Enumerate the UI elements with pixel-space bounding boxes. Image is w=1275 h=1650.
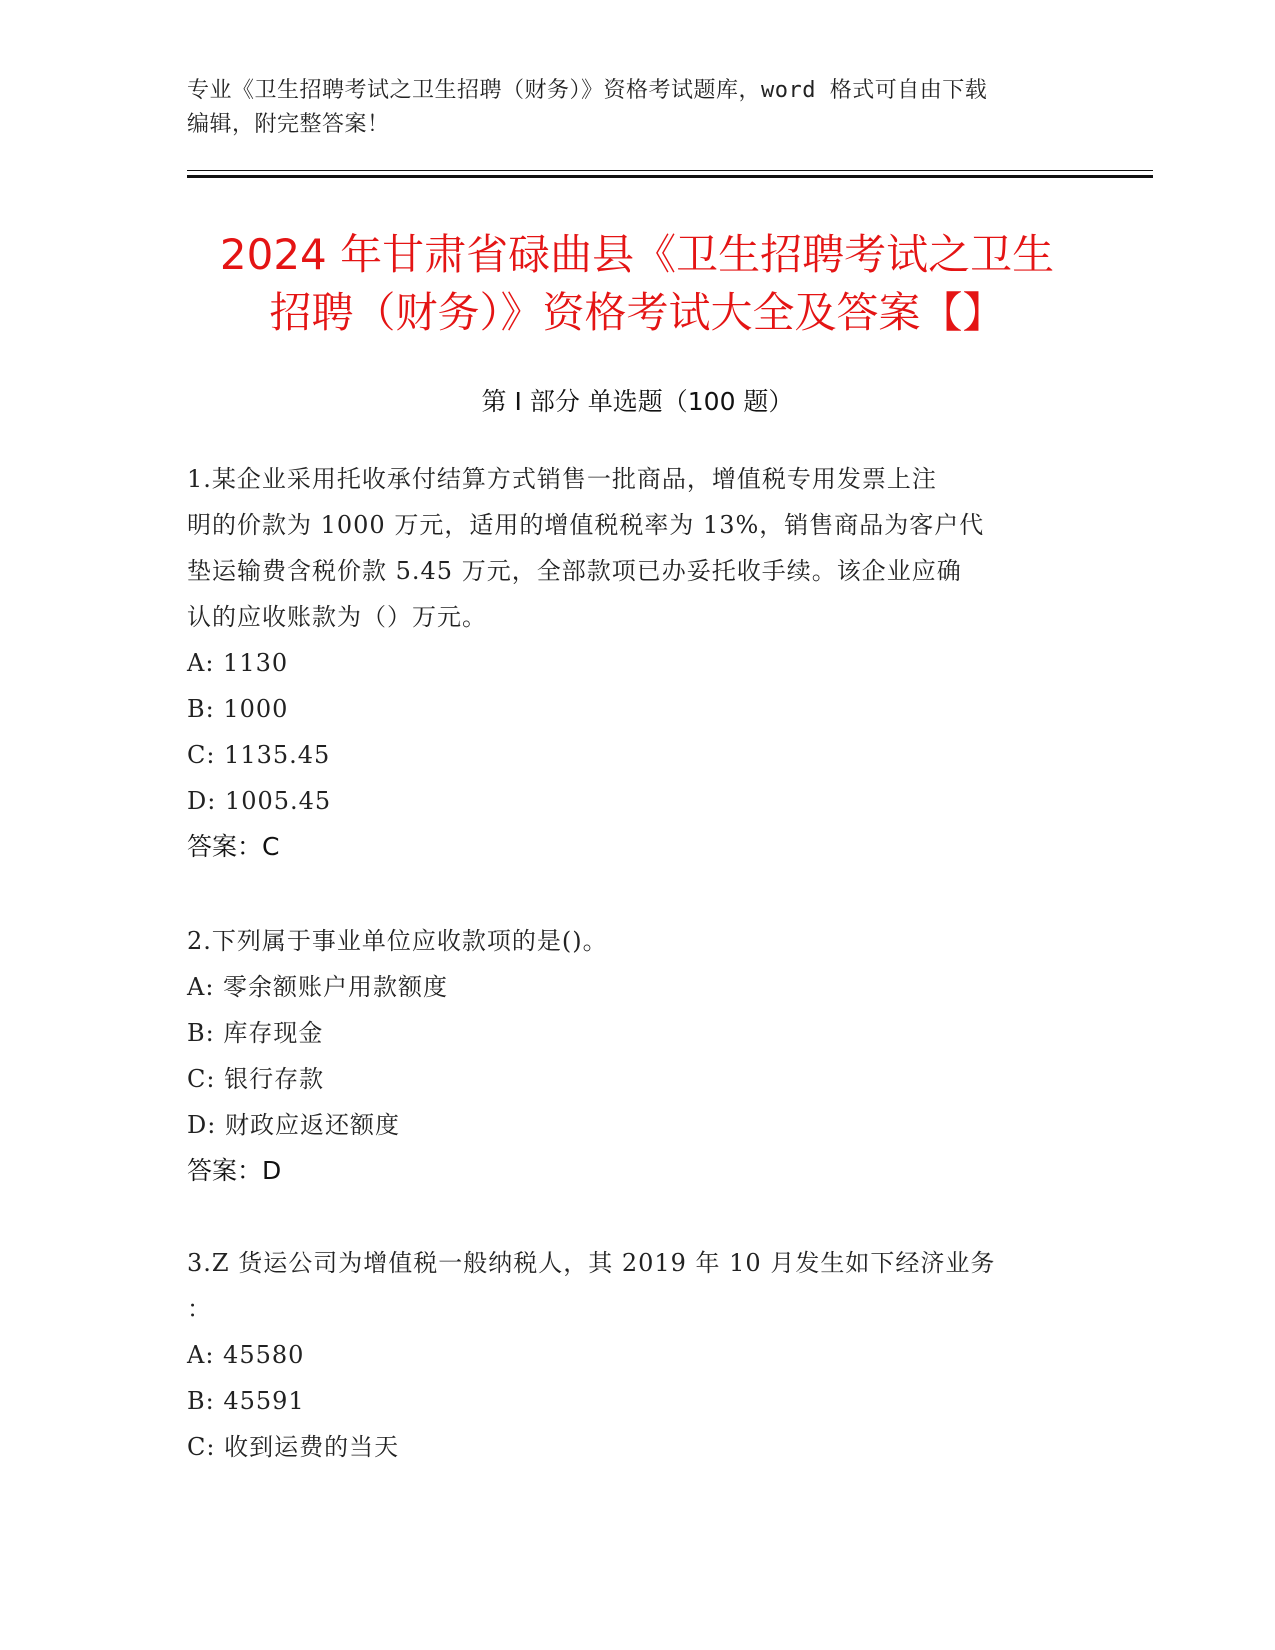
option-a: A: 1130 — [187, 649, 289, 677]
header-note-line-1: 专业《卫生招聘考试之卫生招聘（财务）》资格考试题库，word 格式可自由下载 — [187, 78, 988, 103]
option-b: B: 库存现金 — [187, 1019, 324, 1047]
section-heading: 第 I 部分 单选题（100 题） — [481, 387, 794, 416]
question-3 — [187, 1240, 1087, 1470]
header-rule-thin — [187, 170, 1153, 171]
question-stem-line: 1.某企业采用托收承付结算方式销售一批商品，增值税专用发票上注 — [187, 465, 937, 493]
question-stem-line: 认的应收账款为（）万元。 — [187, 603, 487, 631]
question-stem — [187, 918, 1087, 964]
question-stem-line: ： — [187, 1295, 212, 1323]
question-2 — [187, 918, 1087, 1194]
question-stem-line: 2.下列属于事业单位应收款项的是()。 — [187, 927, 608, 955]
question-stem — [187, 456, 1087, 640]
header-note-line-2: 编辑，附完整答案！ — [187, 112, 390, 137]
question-1 — [187, 456, 1087, 870]
document-title-line-2: 招聘（财务）》资格考试大全及答案【】 — [269, 288, 1005, 337]
option-c: C: 1135.45 — [187, 741, 331, 769]
option-a: A: 45580 — [187, 1341, 305, 1369]
document-title — [187, 226, 1087, 342]
header-note — [187, 74, 1087, 142]
question-stem — [187, 1240, 1087, 1332]
option-d: D: 1005.45 — [187, 787, 332, 815]
answer: 答案：D — [187, 1156, 282, 1185]
option-c: C: 收到运费的当天 — [187, 1433, 400, 1461]
question-stem-line: 垫运输费含税价款 5.45 万元，全部款项已办妥托收手续。该企业应确 — [187, 557, 962, 585]
question-stem-line: 明的价款为 1000 万元，适用的增值税税率为 13%，销售商品为客户代 — [187, 511, 985, 539]
document-title-line-1: 2024 年甘肃省碌曲县《卫生招聘考试之卫生 — [219, 230, 1055, 279]
question-stem-line: 3.Z 货运公司为增值税一般纳税人，其 2019 年 10 月发生如下经济业务 — [187, 1249, 996, 1277]
option-b: B: 1000 — [187, 695, 289, 723]
option-a: A: 零余额账户用款额度 — [187, 973, 449, 1001]
header-rule-thick — [187, 175, 1153, 178]
option-c: C: 银行存款 — [187, 1065, 325, 1093]
answer: 答案：C — [187, 832, 280, 861]
option-d: D: 财政应返还额度 — [187, 1111, 400, 1139]
option-b: B: 45591 — [187, 1387, 305, 1415]
